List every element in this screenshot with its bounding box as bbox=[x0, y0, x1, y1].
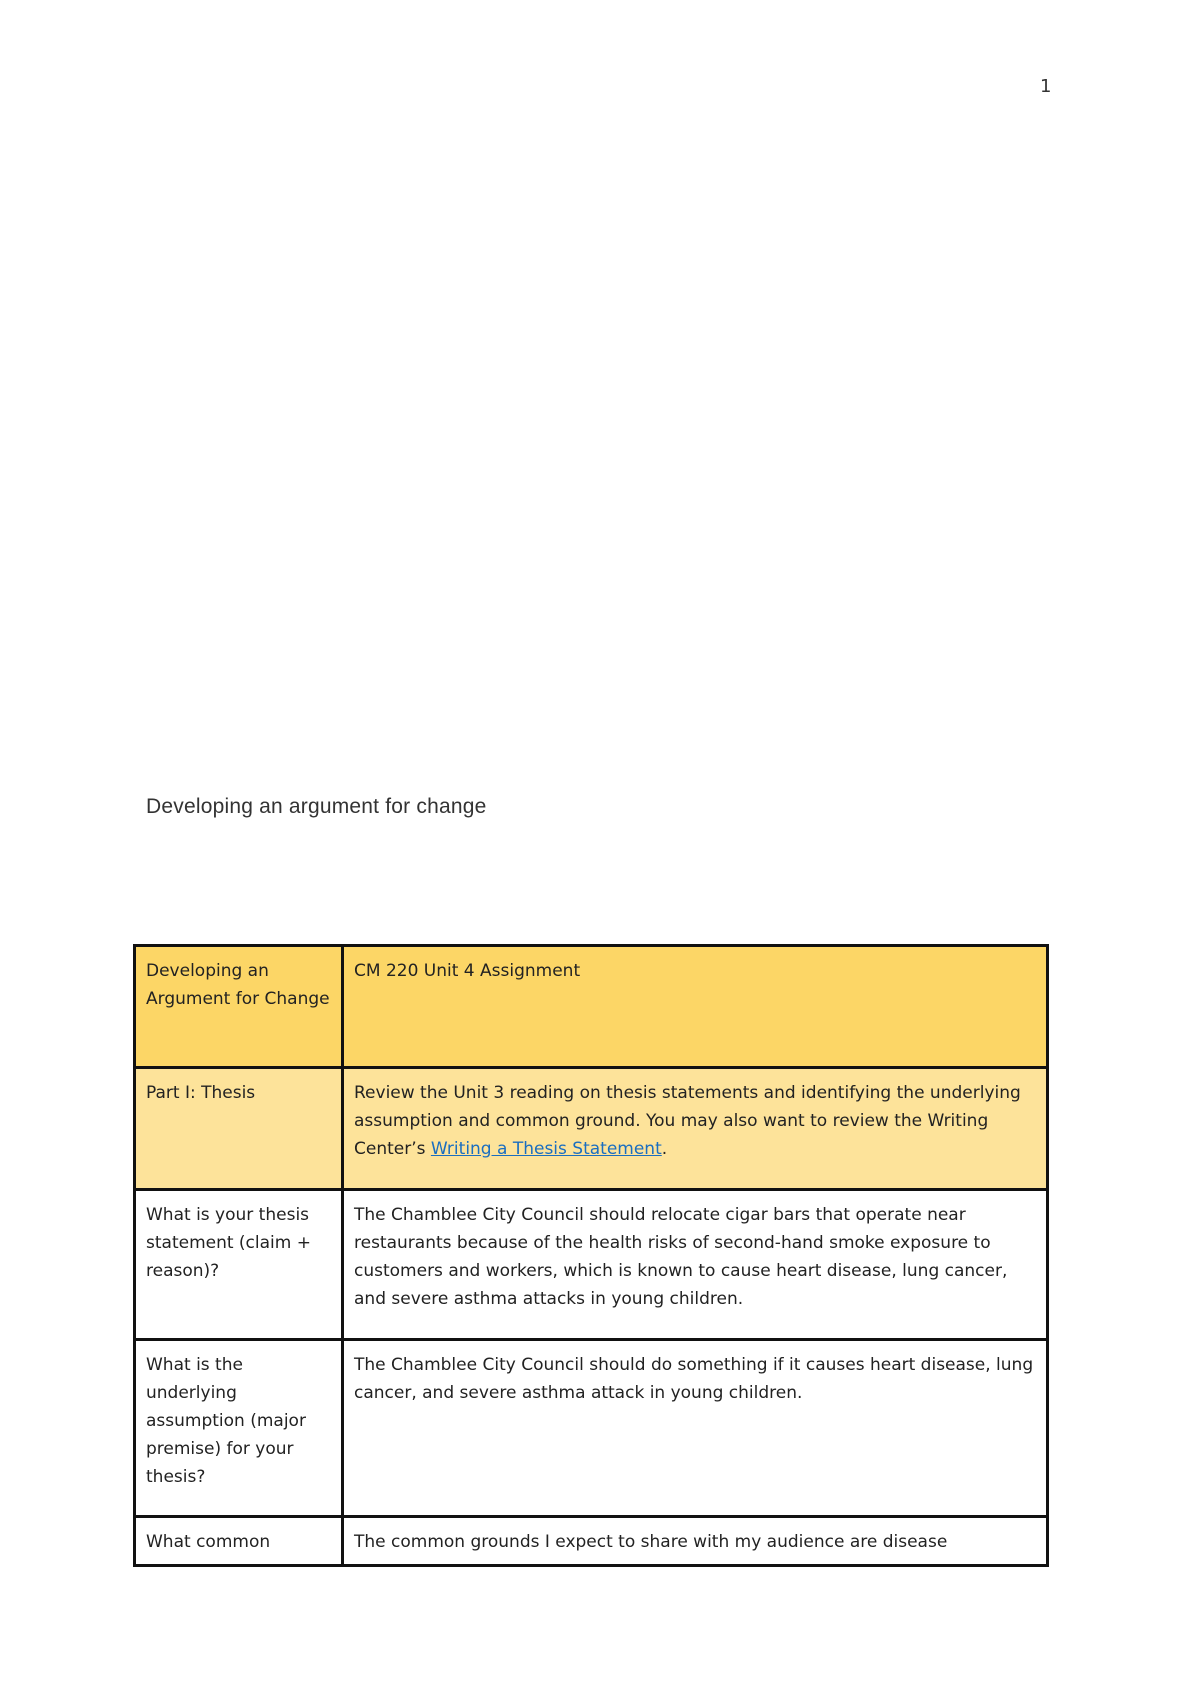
page-number: 1 bbox=[1040, 76, 1052, 97]
assignment-table bbox=[133, 944, 1049, 1567]
thesis-question-cell: What is your thesis statement (claim + reason)? bbox=[135, 1190, 343, 1340]
common-ground-answer-cell: The common grounds I expect to share with my audience are disease bbox=[343, 1517, 1048, 1566]
part-one-row bbox=[135, 1068, 1048, 1190]
common-ground-row bbox=[135, 1517, 1048, 1566]
writing-thesis-statement-link[interactable]: Writing a Thesis Statement bbox=[430, 1139, 662, 1159]
part-one-instruction-text: Review the Unit 3 reading on thesis statements and identifying the underlying assumption and common ground. You may also want to review the Writing Center’s bbox=[354, 1083, 1021, 1159]
assumption-question-cell: What is the underlying assumption (major premise) for your thesis? bbox=[135, 1340, 343, 1517]
table-header-row bbox=[135, 946, 1048, 1068]
assumption-answer-cell: The Chamblee City Council should do something if it causes heart disease, lung cancer, and severe asthma attack in young children. bbox=[343, 1340, 1048, 1517]
document-title: Developing an argument for change bbox=[146, 795, 487, 818]
assumption-row bbox=[135, 1340, 1048, 1517]
thesis-answer-cell: The Chamblee City Council should relocate cigar bars that operate near restaurants because of the health risks of second-hand smoke exposure to customers and workers, which is known to cause heart disease, lung cancer, and severe asthma attacks in young children. bbox=[343, 1190, 1048, 1340]
part-one-instruction-cell bbox=[343, 1068, 1048, 1190]
header-course-cell: CM 220 Unit 4 Assignment bbox=[343, 946, 1048, 1068]
part-one-instruction-end: . bbox=[661, 1139, 668, 1159]
common-ground-question-cell: What common bbox=[135, 1517, 343, 1566]
thesis-row bbox=[135, 1190, 1048, 1340]
part-one-label-cell: Part I: Thesis bbox=[135, 1068, 343, 1190]
header-label-cell: Developing an Argument for Change bbox=[135, 946, 343, 1068]
